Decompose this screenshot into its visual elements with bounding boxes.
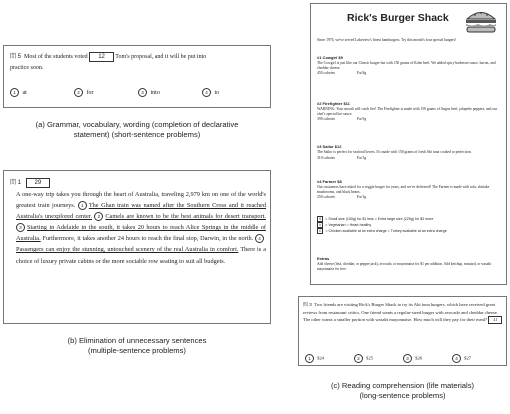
question-line [10,52,206,62]
option-number: 1 [10,88,19,97]
option-2 [354,354,403,363]
extras-section [317,257,501,271]
passage: A one-way trip takes you through the heart of Australia, traveling 2,979 km on one of the world's greatest train journeys. 1 The Ghan train was named after the Southern Cross and it reached Australia's unexplored center. 2 Camels are known to be the best animals for desert transport. 3 Starting in Adelaide in the south, it takes 20 hours to reach Alice Springs in the middle of Australia. Furthermore, it takes another 24 hours to reach the final stop, Darwin, in the north. 4Passengers can enjoy the stunning, untouched scenery of the real Australia in comfort. There is a choice of luxury private cabins or the more sociable row seating to suit all budgets. [16,191,267,265]
sentence-3: Starting in Adelaide in the south, it takes 20 hours to reach Alice Springs in the middle of Australia. [16,224,266,243]
option-number: 2 [74,88,83,97]
caption-line: (multiple-sentence problems) [88,346,186,355]
item-name: #4 Farmer $8 [317,179,342,184]
item-name: #1 Cowgirl $9 [317,55,343,60]
question-number: 問 3 [303,303,312,308]
option-label: $26 [415,355,423,361]
item-fat: Fat 8g [356,71,367,76]
caption-c [298,381,507,401]
option-number: 4 [452,354,461,363]
sentence-2: Camels are known to be the best animals for desert transport. [105,213,267,221]
menu-item-2 [317,102,501,122]
option-label: $27 [464,355,472,361]
item-fat: Fat 5g [356,155,367,160]
item-description: Our customers have asked for a veggie burger for years, and we've delivered! The Farmer is made with tofu, shiitake mushrooms, and black beans. [317,184,490,194]
vegetarian-icon: V [319,223,322,227]
sentence-intro: A one-way trip takes you through the heart of Australia, traveling 2,979 km on one of the world's greatest train journeys. [16,191,266,210]
option-3 [403,354,452,363]
reading-question-panel [298,296,507,366]
item-calories: 450 calories [317,71,335,76]
question-body: Two friends are visiting Rick's Burger Shack to try its Ahi tuna burgers, which have received great reviews from restaurant critics. One friend wants a regular-sized burger with avocado and cheddar cheese. The other wants a smaller portion with wasabi mayonnaise. How much will they pay for their meal? [303,302,498,323]
option-4 [452,354,501,363]
legend-size: = Small size (100g) for $1 less = Extra large size (225g) for $3 more [325,217,434,221]
caption-line: (long-sentence problems) [359,391,446,400]
item-calories: 250 calories [317,195,335,200]
caption-line: (c) Reading comprehension (life materials) [330,381,475,390]
option-label: to [214,89,220,96]
answer-box: 41 [488,316,502,324]
caption-line: (a) Grammar, vocabulary, wording (completion of declarative [35,120,239,129]
answer-options [10,88,266,97]
extras-title: Extras [317,256,330,261]
caption-b [3,336,271,356]
option-label: into [150,89,160,96]
burger-menu-document [310,3,507,285]
item-description: WARNING: Your mouth will catch fire! The Firefighter is made with 150 grams of Angus beef, jalapeño peppers, and our chef's special hot sauce. [317,106,498,116]
answer-options [305,354,501,363]
item-name: #3 Sailor $12 [317,144,342,149]
question-line-2: practice soon. [10,65,44,71]
sentence-elimination-panel [3,170,271,324]
option-number: 2 [354,354,363,363]
option-label: $25 [366,355,374,361]
sentence-5: There is a choice of luxury private cabins or the more sociable row seating to suit all budgets. [16,246,267,265]
chicken-icon: C [319,229,322,233]
sentence-3b: Furthermore, it takes another 24 hours to reach the final stop, Darwin, in the north. [42,235,254,243]
menu-item-3 [317,145,501,160]
legend [317,216,501,234]
question-number: 問 1 [10,180,22,186]
option-number: 1 [305,354,314,363]
option-label: for [86,89,94,96]
item-calories: 390 calories [317,117,335,122]
question-header [10,177,50,188]
burger-icon [464,8,498,34]
intro-text: Since 1976, we've served Lakeview's finest hamburgers. Try this month's four special burgers! [317,38,457,42]
document-title: Rick's Burger Shack [347,12,449,24]
item-calories: 310 calories [317,155,335,160]
question-text-after: Tom's proposal, and it will be put into [115,54,207,60]
option-label: at [22,89,27,96]
item-fat: Fat 9g [356,117,367,122]
sentence-4: Passengers can enjoy the stunning, untouched scenery of the real Australia in comfort. [16,246,239,254]
caption-a [3,120,271,140]
item-fat: Fat 3g [356,195,367,200]
sentence-1: The Ghan train was named after the Southern Cross and it reached Australia's unexplored center. [16,202,267,221]
small-size-icon: S [319,217,322,221]
menu-item-4 [317,180,501,200]
option-number: 4 [202,88,211,97]
question-text [303,301,503,324]
item-name: #2 Firefighter $11 [317,101,350,106]
option-number: 3 [403,354,412,363]
question-text-before: Most of the students voted [24,54,88,60]
option-1 [305,354,354,363]
extras-text: Add cheese (feta, cheddar, or pepper jack), avocado, or mayonnaise for $1 per addition. Add ketchup, mustard, or wasabi mayonnaise for free. [317,261,492,271]
grammar-question-panel [3,45,271,108]
legend-protein: = Chicken available at an extra charge = Turkey available at an extra charge [325,229,447,233]
question-number: 問 5 [10,54,22,60]
legend-diet: = Vegetarian = Heart-healthy [325,223,372,227]
menu-item-1 [317,56,501,76]
caption-line: statement) (short-sentence problems) [73,130,201,139]
caption-line: (b) Elimination of unnecessary sentences [67,336,207,345]
option-2 [74,88,138,97]
answer-box: 29 [26,178,51,188]
answer-box: 12 [89,52,114,62]
option-number: 3 [138,88,147,97]
option-4 [202,88,266,97]
option-3 [138,88,202,97]
option-1 [10,88,74,97]
item-description: The Cowgirl is just like our Classic burger but with 150 grams of Kobe beef. We added spicy barbecue sauce, bacon, and cheddar cheese. [317,60,496,70]
option-label: $24 [317,355,325,361]
item-description: The Sailor is perfect for seafood lovers. It's made with 150 grams of fresh Ahi tuna cooked to perfection. [317,149,472,154]
